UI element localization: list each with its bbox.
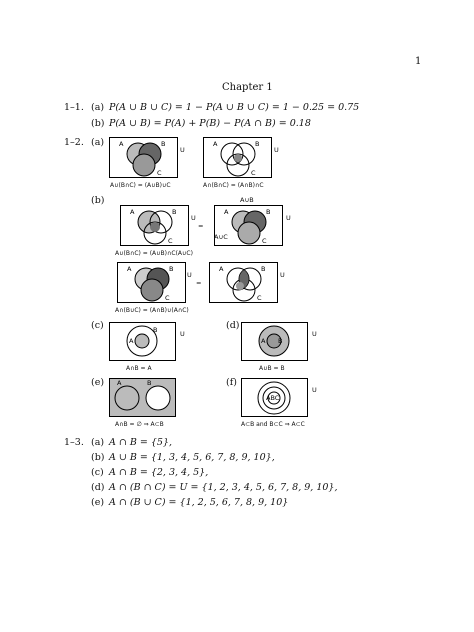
- problem-1-3-number: 1–3.: [64, 437, 84, 448]
- set-a-circle: [115, 386, 139, 410]
- set-c-label: C: [257, 294, 262, 302]
- caption-b2: A∩(B∪C) = (A∩B)∪(A∩C): [115, 307, 189, 314]
- venn-diagram-d: [241, 322, 309, 364]
- universe-label-c: U: [180, 330, 185, 338]
- universe-label-a1: U: [180, 146, 185, 154]
- set-b-label: B: [255, 140, 260, 148]
- problem-1-1a-equation: P(A ∪ B ∪ C) = 1 − P(A ∪ B ∪ C) = 1 − 0.25 = 0.75: [109, 102, 360, 113]
- venn-diagram-c: [109, 322, 177, 364]
- universe-label-a2: U: [274, 146, 279, 154]
- problem-1-2b-label: (b): [91, 195, 105, 206]
- problem-1-3a-label: (a): [91, 437, 105, 448]
- venn-diagram-b2: [214, 205, 284, 250]
- caption-f: A⊂B and B⊂C ⇒ A⊂C: [241, 421, 305, 428]
- problem-1-2a-label: (a): [91, 137, 105, 148]
- problem-1-2f-label: (f): [226, 377, 237, 388]
- set-c-label: C: [157, 169, 162, 177]
- set-c-circle: [238, 222, 260, 244]
- set-c-circle: [141, 279, 163, 301]
- set-a-label: A: [127, 265, 132, 273]
- universe-label-d: U: [312, 330, 317, 338]
- set-a-label: A: [130, 208, 135, 216]
- union-ab-label: A∪B: [240, 196, 254, 204]
- nested-sets-label: ABC: [266, 394, 280, 402]
- problem-1-3e-equation: A ∩ (B ∪ C) = {1, 2, 5, 6, 7, 8, 9, 10}: [109, 497, 289, 508]
- intersection-ac: [236, 282, 244, 290]
- set-c-label: C: [168, 237, 173, 245]
- problem-1-1a-label: (a): [91, 102, 105, 113]
- set-b-label: B: [261, 265, 266, 273]
- set-c-label: C: [262, 237, 267, 245]
- problem-1-3a-equation: A ∩ B = {5},: [109, 437, 172, 448]
- set-b-label: B: [153, 326, 158, 334]
- venn-diagram-b4: [209, 262, 279, 307]
- equals-sign-b1: =: [198, 222, 204, 230]
- chapter-title: Chapter 1: [222, 82, 273, 93]
- union-ac-label: A∪C: [214, 233, 228, 241]
- caption-b1: A∪(B∩C) = (A∪B)∩C(A∪C): [115, 250, 193, 257]
- problem-1-2c-label: (c): [91, 320, 104, 331]
- venn-diagram-f: [241, 378, 309, 420]
- set-a-label: A: [213, 140, 218, 148]
- set-a-label: A: [219, 265, 224, 273]
- caption-a1: A∪(B∩C) = (A∪B)∪C: [110, 182, 171, 189]
- problem-1-1-number: 1–1.: [64, 102, 84, 113]
- venn-diagram-b3: [117, 262, 187, 307]
- intersection-region: [150, 222, 160, 232]
- equals-sign-b2: =: [196, 279, 202, 287]
- caption-c: A∩B = A: [126, 365, 152, 372]
- set-a-label: A: [129, 337, 134, 345]
- set-a-label: A: [261, 337, 266, 345]
- problem-1-3b-label: (b): [91, 452, 105, 463]
- universe-label-b3: U: [187, 271, 192, 279]
- problem-1-1b-equation: P(A ∪ B) = P(A) + P(B) − P(A ∩ B) = 0.18: [109, 118, 311, 129]
- problem-1-1b-label: (b): [91, 118, 105, 129]
- venn-diagram-e: [109, 378, 177, 420]
- venn-diagram-b1: [120, 205, 190, 250]
- set-a-label: A: [117, 379, 122, 387]
- set-b-label: B: [147, 379, 152, 387]
- problem-1-2d-label: (d): [226, 320, 240, 331]
- intersection-region: [234, 154, 242, 162]
- venn-diagram-a1: [109, 137, 179, 182]
- set-a-circle: [135, 334, 149, 348]
- set-a-label: A: [224, 208, 229, 216]
- set-b-label: B: [161, 140, 166, 148]
- universe-label-b2: U: [286, 214, 291, 222]
- caption-d: A∪B = B: [259, 365, 285, 372]
- problem-1-2-number: 1–2.: [64, 137, 84, 148]
- universe-label-f: U: [312, 386, 317, 394]
- problem-1-2e-label: (e): [91, 377, 105, 388]
- set-b-label: B: [266, 208, 271, 216]
- set-a-label: A: [119, 140, 124, 148]
- problem-1-3b-equation: A ∪ B = {1, 3, 4, 5, 6, 7, 8, 9, 10},: [109, 452, 275, 463]
- page-number: 1: [415, 56, 422, 67]
- problem-1-3d-label: (d): [91, 482, 105, 493]
- universe-label-b4: U: [280, 271, 285, 279]
- problem-1-3c-label: (c): [91, 467, 104, 478]
- universe-label-b1: U: [191, 214, 196, 222]
- set-b-circle: [146, 386, 170, 410]
- set-c-label: C: [165, 294, 170, 302]
- set-c-circle: [133, 154, 155, 176]
- problem-1-3d-equation: A ∩ (B ∩ C) = U = {1, 2, 3, 4, 5, 6, 7, 8, 9, 10},: [109, 482, 338, 493]
- venn-diagram-a2: [203, 137, 273, 182]
- set-c-label: C: [251, 169, 256, 177]
- caption-a2: A∩(B∩C) = (A∩B)∩C: [203, 182, 264, 189]
- set-b-label: B: [172, 208, 177, 216]
- problem-1-3c-equation: A ∩ B = {2, 3, 4, 5},: [109, 467, 209, 478]
- caption-e: A∩B = ∅ ⇒ A⊂B: [115, 421, 164, 428]
- set-b-label: B: [169, 265, 174, 273]
- problem-1-3e-label: (e): [91, 497, 105, 508]
- set-b-label: B: [278, 337, 283, 345]
